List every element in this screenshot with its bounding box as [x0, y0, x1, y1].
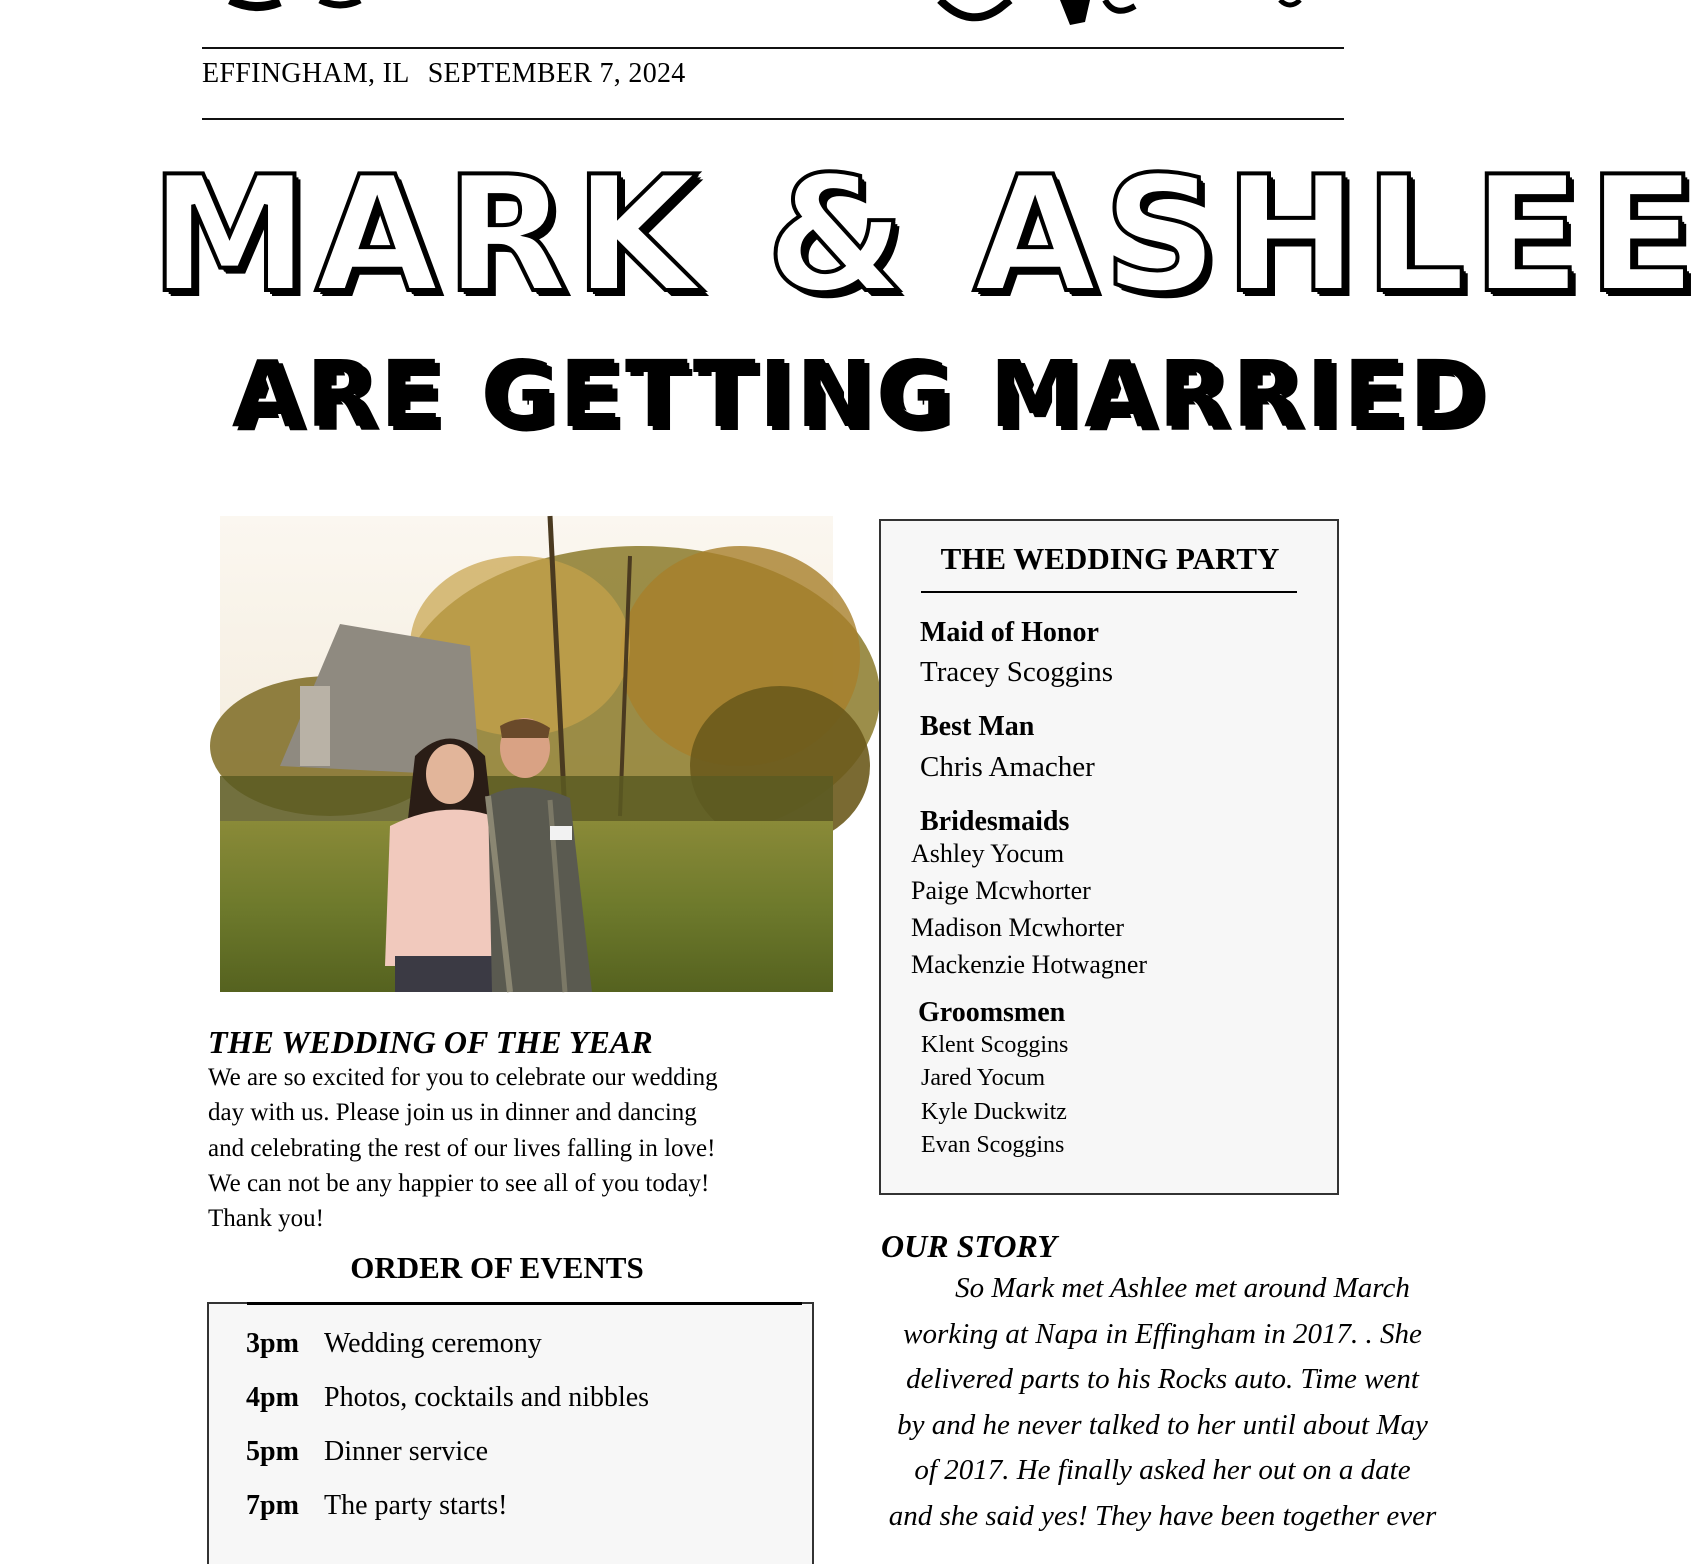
event-row [246, 1382, 649, 1414]
bridesmaid-name: Paige Mcwhorter [911, 876, 1091, 905]
intro-body [208, 1060, 788, 1236]
order-of-events-box [207, 1302, 814, 1564]
wedding-party-box [879, 519, 1339, 1195]
event-time: 4pm [246, 1382, 299, 1413]
couple-photo [220, 516, 833, 992]
event-time: 3pm [246, 1328, 299, 1359]
intro-line: and celebrating the rest of our lives falling in love! [208, 1134, 716, 1162]
intro-line: day with us. Please join us in dinner and dancing [208, 1099, 697, 1127]
groomsman-name: Klent Scoggins [921, 1032, 1069, 1058]
masthead-bottom-rule [202, 118, 1344, 120]
event-label: Wedding ceremony [324, 1328, 542, 1359]
story-line: by and he never talked to her until about May [897, 1408, 1428, 1441]
maid-of-honor-label: Maid of Honor [920, 617, 1099, 648]
our-story-title: OUR STORY [881, 1228, 1057, 1264]
headline-names: MARK & ASHLEE [150, 141, 1703, 328]
dateline-location: EFFINGHAM, IL [202, 58, 410, 89]
intro-line: We are so excited for you to celebrate our wedding [208, 1064, 718, 1091]
best-man-name: Chris Amacher [920, 751, 1095, 783]
intro-title: THE WEDDING OF THE YEAR [208, 1024, 653, 1060]
bridesmaid-name: Madison Mcwhorter [911, 913, 1125, 942]
dateline [202, 58, 704, 90]
story-line: So Mark met Ashlee met around March [955, 1272, 1410, 1304]
story-line: and she said yes! They have been together ever [888, 1499, 1437, 1532]
event-label: Photos, cocktails and nibbles [324, 1382, 650, 1413]
event-row [246, 1436, 488, 1468]
groomsmen-label: Groomsmen [918, 997, 1066, 1028]
groomsman-name: Evan Scoggins [921, 1132, 1065, 1158]
story-line: working at Napa in Effingham in 2017. . She [903, 1317, 1422, 1350]
event-label: Dinner service [324, 1436, 489, 1467]
masthead-top-rule [202, 47, 1344, 49]
event-time: 5pm [246, 1436, 299, 1467]
groomsman-name: Kyle Duckwitz [921, 1099, 1067, 1125]
event-time: 7pm [246, 1490, 299, 1521]
bridesmaid-name: Mackenzie Hotwagner [911, 950, 1148, 979]
maid-of-honor-name: Tracey Scoggins [920, 656, 1114, 688]
our-story-body [880, 1266, 1445, 1539]
event-row [246, 1490, 508, 1522]
order-of-events-title: ORDER OF EVENTS [350, 1250, 644, 1285]
event-label: The party starts! [324, 1490, 508, 1521]
intro-line: We can not be any happier to see all of you today! [208, 1169, 710, 1197]
wedding-party-title: THE WEDDING PARTY [940, 541, 1280, 576]
bridesmaids-label: Bridesmaids [920, 806, 1070, 837]
best-man-label: Best Man [920, 711, 1035, 742]
headline-subtitle: ARE GETTING MARRIED [231, 341, 1489, 448]
bridesmaid-name: Ashley Yocum [911, 839, 1065, 868]
story-line: delivered parts to his Rocks auto. Time went [906, 1363, 1419, 1395]
event-row [246, 1328, 542, 1360]
order-of-events-rule [247, 1302, 802, 1305]
masthead-blackletter-title-art [200, 0, 1350, 30]
story-line: of 2017. He finally asked her out on a date [914, 1454, 1411, 1486]
intro-line: Thank you! [208, 1205, 324, 1233]
dateline-date: SEPTEMBER 7, 2024 [427, 58, 686, 89]
groomsman-name: Jared Yocum [921, 1065, 1045, 1091]
wedding-party-rule [921, 591, 1297, 593]
